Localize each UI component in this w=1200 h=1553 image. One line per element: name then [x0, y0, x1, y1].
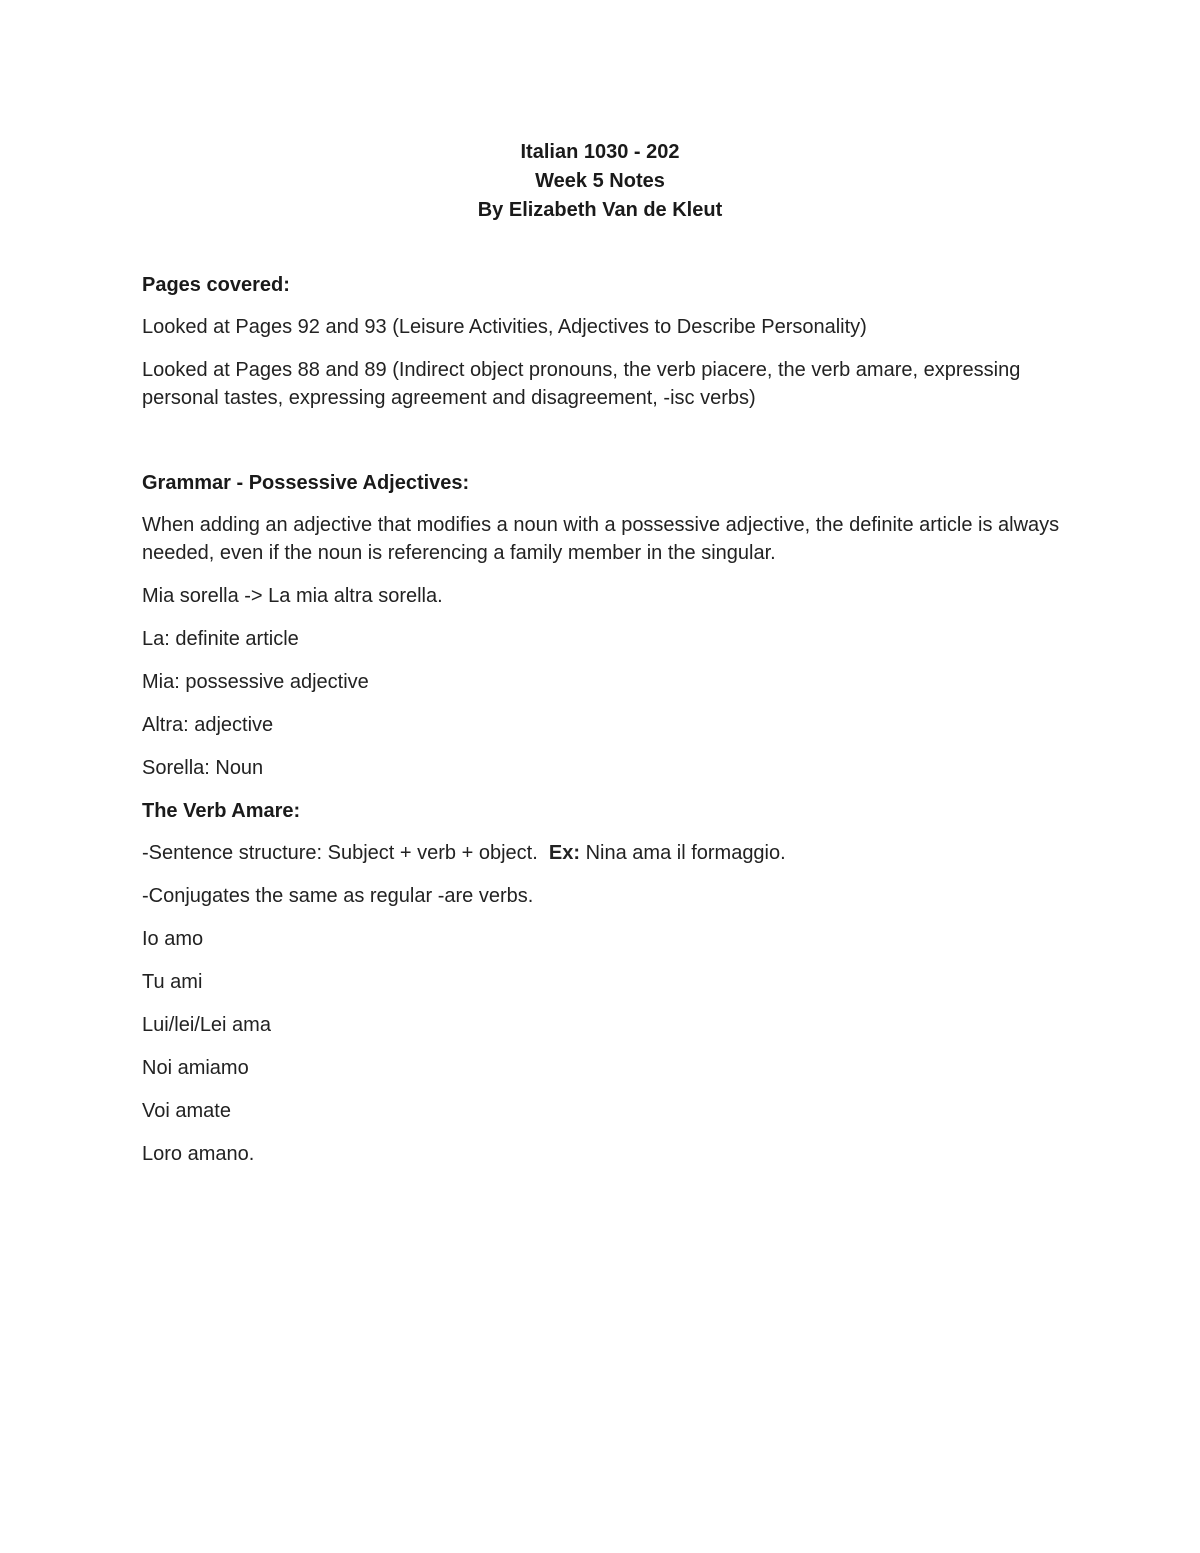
ex-label: Ex:: [548, 842, 581, 864]
verb-amare-heading: The Verb Amare:: [142, 800, 301, 822]
document-page: [142, 138, 1062, 1183]
grammar-explanation: When adding an adjective that modifies a noun with a possessive adjective, the definite article is always needed, even if the noun is referencing a family member in the singular.: [142, 514, 1060, 564]
course-title: Italian 1030 - 202: [520, 141, 680, 163]
conjugation-line: Noi amiamo: [142, 1057, 249, 1079]
pages-covered-heading: Pages covered:: [142, 274, 290, 296]
section-spacer: [142, 427, 1062, 469]
conjugation-line: Lui/lei/Lei ama: [142, 1014, 271, 1036]
conjugation-line: Loro amano.: [142, 1143, 255, 1165]
conjugation-note: -Conjugates the same as regular -are verbs.: [142, 885, 534, 907]
structure-text: -Sentence structure: Subject + verb + object.: [142, 842, 538, 864]
ex-text: Nina ama il formaggio.: [585, 842, 786, 864]
author-line: By Elizabeth Van de Kleut: [477, 199, 723, 221]
pages-line-1: Looked at Pages 92 and 93 (Leisure Activities, Adjectives to Describe Personality): [142, 316, 867, 338]
week-title: Week 5 Notes: [535, 170, 665, 192]
conjugation-line: Io amo: [142, 928, 204, 950]
conjugation-line: Voi amate: [142, 1100, 231, 1122]
grammar-heading: Grammar - Possessive Adjectives:: [142, 472, 470, 494]
breakdown-line: La: definite article: [142, 628, 299, 650]
breakdown-line: Altra: adjective: [142, 714, 274, 736]
sentence-structure-line: [142, 839, 1062, 867]
title-block: [0, 138, 1200, 225]
breakdown-line: Sorella: Noun: [142, 757, 264, 779]
pages-line-2: Looked at Pages 88 and 89 (Indirect object pronouns, the verb piacere, the verb amare, expressing personal tastes, expressing agreement and disagreement, -isc verbs): [142, 359, 1021, 409]
grammar-example: Mia sorella -> La mia altra sorella.: [142, 585, 443, 607]
breakdown-line: Mia: possessive adjective: [142, 671, 369, 693]
conjugation-line: Tu ami: [142, 971, 203, 993]
